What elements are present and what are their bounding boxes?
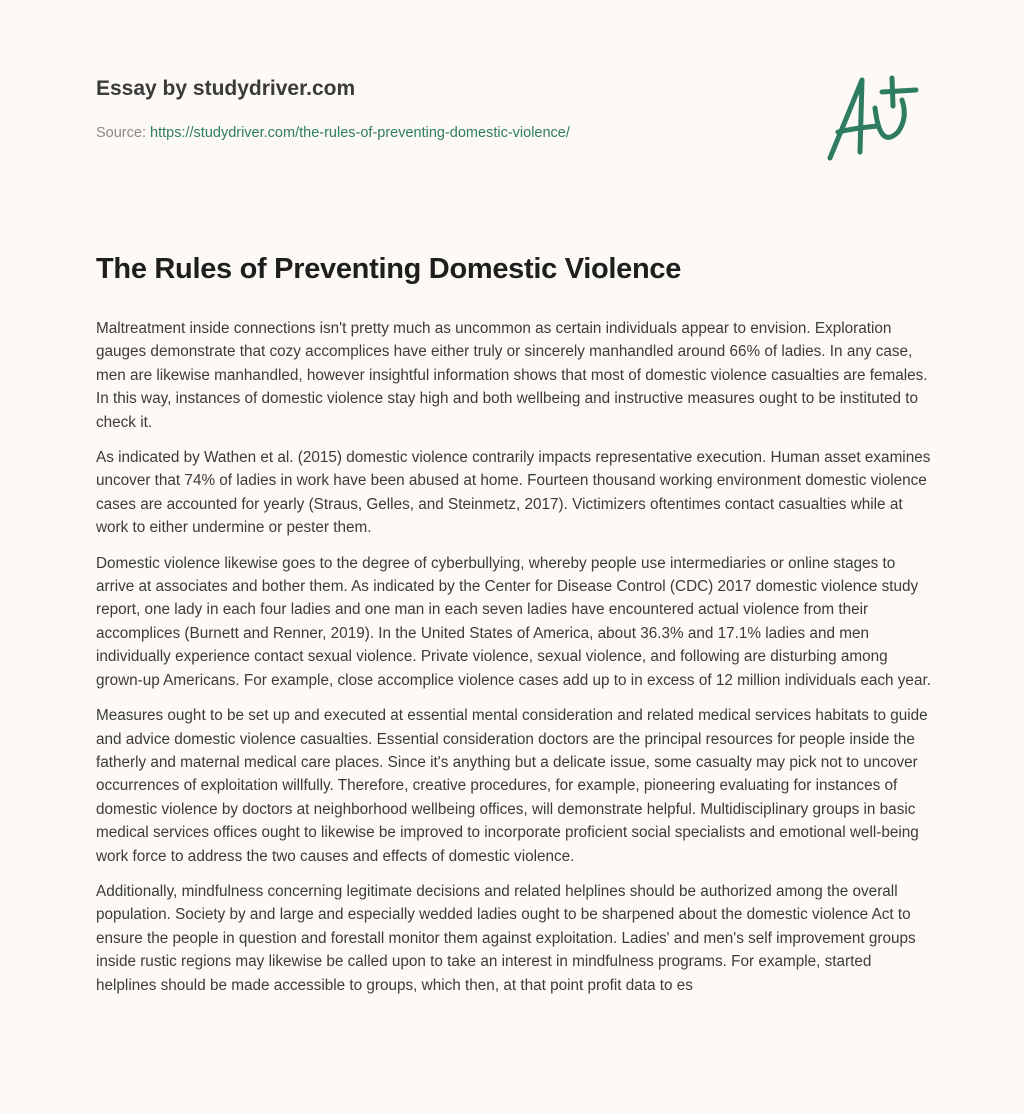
paragraph: Measures ought to be set up and executed at essential mental consideration and related medical services habitats to guide and advice domestic violence casualties. Essential consideration doctors are the principal resources for people inside the fatherly and maternal medical care places. Since it's anything but a delicate issue, some casualty may pick not to uncover occurrences of exploitation willfully. Therefore, creative procedures, for example, pioneering evaluating for instances of domestic violence by doctors at neighborhood wellbeing offices, will demonstrate helpful. Multidisciplinary groups in basic medical services offices ought to likewise be improved to incorporate proficient social specialists and emotional well-being work force to address the two causes and effects of domestic violence. bbox=[96, 707, 928, 865]
paragraph: Additionally, mindfulness concerning legitimate decisions and related helplines should be authorized among the overall population. Society by and large and especially wedded ladies ought to be sharpened about the domestic violence Act to ensure the people in question and forestall monitor them against exploitation. Ladies' and men's self improvement groups inside rustic regions may likewise be called upon to take an interest in mindfulness programs. For example, started helplines should be made accessible to groups, which then, at that point profit data to es bbox=[96, 882, 916, 994]
paragraph: Maltreatment inside connections isn't pretty much as uncommon as certain individuals appear to envision. Exploration gauges demonstrate that cozy accomplices have either truly or sincerely manhandled around 66% of ladies. In any case, men are likewise manhandled, however insightful information shows that most of domestic violence casualties are females. In this way, instances of domestic violence stay high and both wellbeing and instructive measures ought to be instituted to check it. bbox=[96, 320, 928, 431]
site-title: Essay by studydriver.com bbox=[96, 77, 356, 100]
paragraph: As indicated by Wathen et al. (2015) domestic violence contrarily impacts representative execution. Human asset examines uncover that 74% of ladies in work have been abused at home. Fourteen thousand working environment domestic violence cases are accounted for yearly (Straus, Gelles, and Steinmetz, 2017). Victimizers oftentimes contact casualties while at work to either undermine or pester them. bbox=[96, 449, 931, 537]
source-label: Source: bbox=[96, 125, 146, 141]
a-plus-logo-icon bbox=[820, 70, 930, 165]
source-link[interactable]: https://studydriver.com/the-rules-of-preventing-domestic-violence/ bbox=[150, 125, 570, 141]
paragraph: Domestic violence likewise goes to the degree of cyberbullying, whereby people use intermediaries or online stages to arrive at associates and bother them. As indicated by the Center for Disease Control (CDC) 2017 domestic violence study report, one lady in each four ladies and one man in each seven ladies have encountered actual violence from their accomplices (Burnett and Renner, 2019). In the United States of America, about 36.3% and 17.1% ladies and men individually experience contact sexual violence. Private violence, sexual violence, and following are disturbing among grown-up Americans. For example, close accomplice violence cases add up to in excess of 12 million individuals each year. bbox=[96, 554, 931, 689]
page-header bbox=[0, 0, 1024, 230]
article-body bbox=[96, 317, 936, 1009]
article-title: The Rules of Preventing Domestic Violence bbox=[96, 253, 682, 285]
source-line bbox=[96, 125, 570, 141]
